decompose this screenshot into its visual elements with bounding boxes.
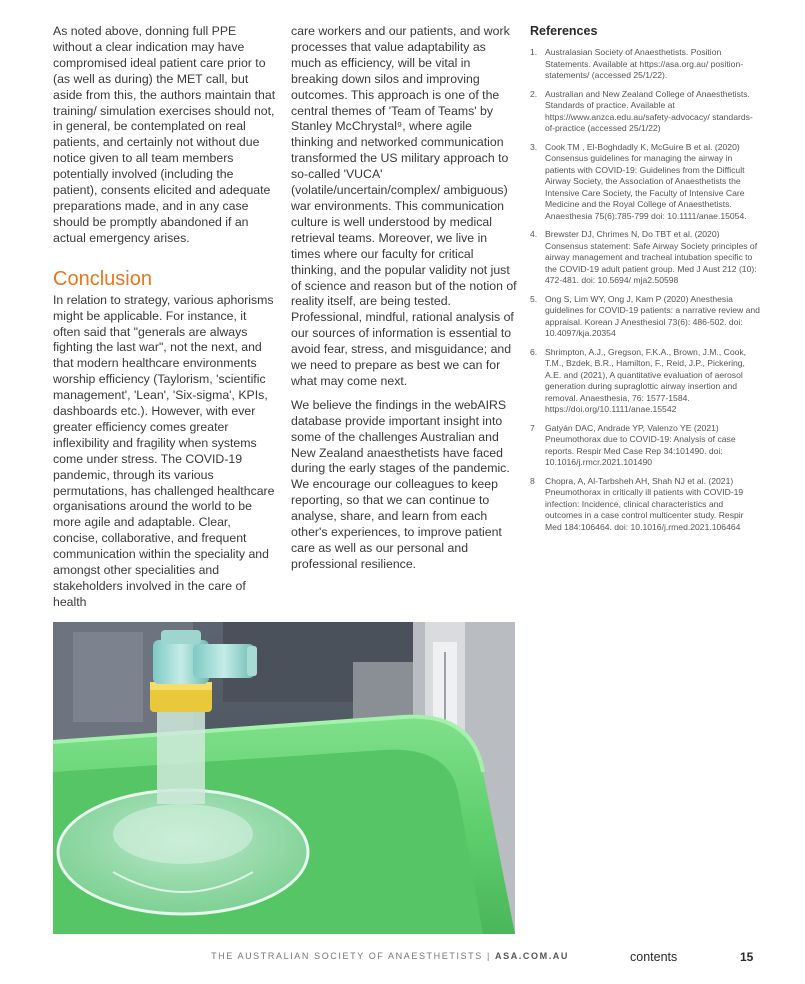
page-number: 15	[740, 950, 754, 964]
reference-number: 4.	[530, 229, 538, 239]
reference-text: Shrimpton, A.J., Gregson, F.K.A., Brown, J.M., Cook, T.M., Bzdek, B.R., Hamilton, F., Reid, J.P., Pickering, A.E. and (2021), A quantitative evaluation of aerosol generation during supraglottic airway insertion and removal. Anaesthesia, 76: 1577-1584. https://doi.org/10.1111/anae.15542	[545, 346, 747, 414]
body-paragraph: care workers and our patients, and work processes that value adaptability as much as efficiency, will be vital in breaking down silos and improving outcomes. This approach is one of the central themes of 'Team of Teams' by Stanley McChrystal⁹, where agile thinking and networked communication transformed the US military approach to so-called 'VUCA' (volatile/uncertain/complex/ ambiguous) war environments. This communication culture is well understood by medical retrieval teams. Moreover, we live in times where our faculty for critical thinking, and the popular validity not just of science and reason but of the notion of reality itself, are being tested. Professional, mindful, rational analysis of our sources of information is essential to avoid fear, stress, and misguidance; and we need to prepare as best we can for what may come next.	[291, 24, 517, 388]
reference-number: 7	[530, 422, 535, 433]
reference-text: Australian and New Zealand College of Anaesthetists. Standards of practice. Available at https://www.anzca.edu.au/safety-advocacy/ standards-of-practice (accessed 25/1/22)	[545, 88, 753, 133]
text-column-1	[53, 24, 277, 611]
reference-text: Cook TM , El-Boghdadly K, McGuire B et al. (2020) Consensus guidelines for managing the airway in patients with COVID-19: Guidelines from the Difficult Airway Society, the Association of Anaesthetists the Intensive Care Society, the Faculty of Intensive Care Medicine and the Royal College of Anaesthetists. Anaesthesia 75(6):785-799 doi: 10.1111/anae.15054.	[545, 141, 747, 221]
face-mask-photo	[53, 622, 515, 934]
reference-text: Australasian Society of Anaesthetists. Position Statements. Available at https://asa.org.au/ position-statements/ (accessed 25/1/22).	[545, 47, 744, 80]
reference-number: 6.	[530, 346, 538, 357]
reference-number: 2.	[530, 88, 538, 99]
body-paragraph: In relation to strategy, various aphorisms might be applicable. For instance, it often said that "generals are always fighting the last war", not the next, and that modern healthcare environments worship efficiency (Taylorism, 'scientific management', 'Lean', 'Six-sigma', KPIs, dashboards etc.). However, with ever greater efficiency comes greater inflexibility and fragility when systems come under stress. The COVID-19 pandemic, through its various permutations, has challenged healthcare organisations around the world to be more agile and adaptable. Clear, concise, collaborative, and frequent communication within the speciality and amongst other specialities and stakeholders involved in the care of health	[53, 292, 275, 609]
footer-publication	[211, 951, 569, 961]
reference-item	[530, 423, 760, 469]
reference-text: Ong S, Lim WY, Ong J, Kam P (2020) Anesthesia guidelines for COVID-19 patients: a narrative review and appraisal. Korean J Anesthesiol 73(6): 486-502. doi: 10.4097/kja.20354	[545, 293, 760, 338]
reference-text: Chopra, A, Al-Tarbsheh AH, Shah NJ et al. (2021) Pneumothorax in critically ill patients with COVID-19 infection: Incidence, clinical characteristics and outcomes in a case control multicenter study. Respir Med 184:106464. doi: 10.1016/j.rmed.2021.106464	[545, 475, 744, 532]
reference-item	[530, 229, 760, 287]
contents-link[interactable]: contents	[630, 950, 678, 964]
references-heading: References	[530, 24, 598, 38]
reference-number: 3.	[530, 141, 538, 152]
reference-item	[530, 89, 760, 135]
reference-text: Gatyán DAC, Andrade YP, Valenzo YE (2021) Pneumothorax due to COVID-19: Analysis of case reports. Respir Med Case Rep 34:101490. doi: 10.1016/j.rmcr.2021.101490	[545, 422, 736, 467]
reference-item	[530, 47, 760, 82]
reference-item	[530, 476, 760, 534]
references-list	[530, 47, 760, 533]
text-column-2	[291, 24, 517, 573]
page-footer	[0, 950, 805, 966]
reference-number: 8	[530, 475, 535, 486]
footer-url-link[interactable]: ASA.COM.AU	[495, 951, 569, 961]
reference-number: 5.	[530, 293, 538, 304]
reference-item	[530, 142, 760, 223]
reference-number: 1.	[530, 47, 538, 57]
body-paragraph: As noted above, donning full PPE without a clear indication may have compromised ideal patient care prior to (as well as during) the MET call, but aside from this, the authors maintain that training/ simulation exercises should not, in general, be contemplated on real patients, and certainly not without due notice given to all team members potentially involved (including the patient), consents elicited and adequate preparations made, and in any case should be promptly abandoned if an actual emergency arises.	[53, 24, 276, 245]
body-paragraph: We believe the findings in the webAIRS database provide important insight into some of the challenges Australian and New Zealand anaesthetists have faced during the early stages of the pandemic. We encourage our colleagues to keep reporting, so that we can continue to analyse, share, and learn from each other's experiences, to improve patient care as well as our personal and professional resilience.	[291, 397, 510, 571]
reference-item	[530, 294, 760, 340]
references-section	[530, 24, 760, 540]
conclusion-heading: Conclusion	[53, 267, 152, 290]
footer-org-name: THE AUSTRALIAN SOCIETY OF ANAESTHETISTS |	[211, 951, 495, 961]
reference-text: Brewster DJ, Chrimes N, Do TBT et al. (2020) Consensus statement: Safe Airway Society principles of airway management and tracheal intubation specific to the COVID-19 adult patient group. Med J Aust 212 (10): 472-481. doi: 10.5694/ mja2.50598	[545, 229, 758, 285]
reference-item	[530, 347, 760, 416]
